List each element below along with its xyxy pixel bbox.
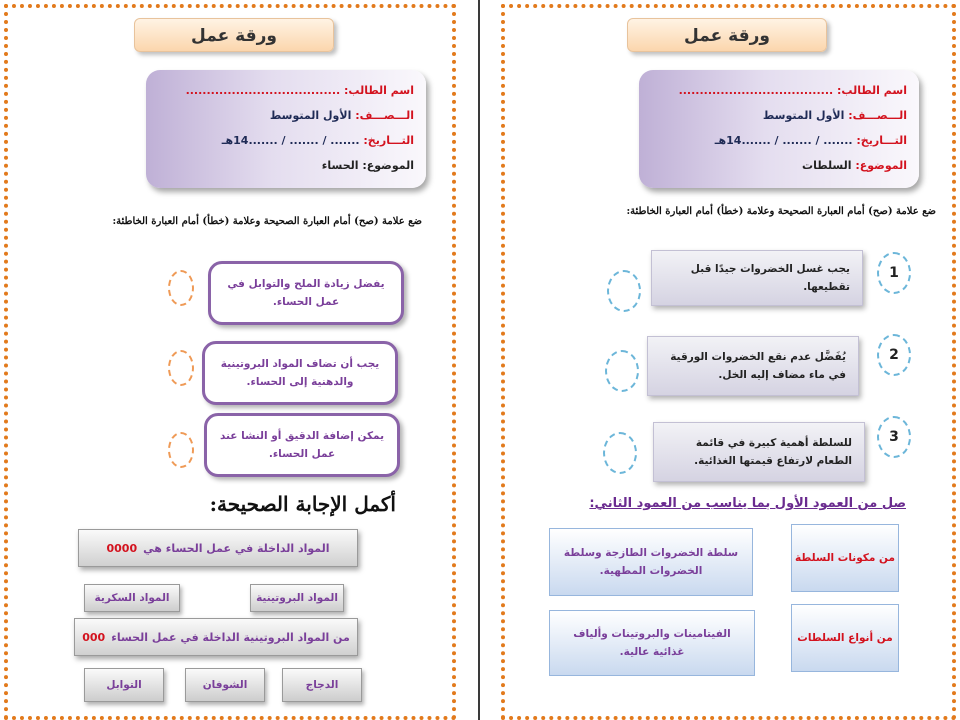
answer-oval[interactable] xyxy=(605,350,639,392)
topic-value: السلطات xyxy=(802,159,852,172)
page-divider xyxy=(478,0,480,720)
topic-row xyxy=(158,153,414,178)
class-label: الـــصـــف: xyxy=(355,109,414,122)
match-item[interactable]: الفيتامينات والبروتينات وألياف غذائية عالية. xyxy=(549,610,755,676)
answer-chip[interactable]: الدجاج xyxy=(282,668,362,702)
banner-text: المواد الداخلة في عمل الحساء هي xyxy=(143,541,330,555)
worksheet-right xyxy=(501,4,956,720)
date-blank[interactable]: ....... / ....... / .......14هـ xyxy=(714,134,853,147)
statement-card: يمكن إضافة الدقيق أو النشا عند عمل الحساء. xyxy=(204,413,400,477)
student-name-row xyxy=(158,78,414,103)
statement-number: 3 xyxy=(877,416,911,458)
student-name-row xyxy=(651,78,907,103)
topic-label: الموضوع: xyxy=(362,159,414,172)
answer-oval[interactable] xyxy=(168,270,194,306)
statement-card: للسلطة أهمية كبيرة في قائمة الطعام لارتفاع قيمتها الغذائية. xyxy=(653,422,865,482)
true-false-instruction: ضع علامة (صح) أمام العبارة الصحيحة وعلامة (خطأ) أمام العبارة الخاطئة: xyxy=(626,206,936,217)
matching-section-heading: صل من العمود الأول بما يناسب من العمود الثاني: xyxy=(589,496,906,511)
complete-banner xyxy=(78,529,358,567)
date-row xyxy=(158,128,414,153)
banner-blank[interactable]: 000 xyxy=(82,630,106,644)
answer-oval[interactable] xyxy=(603,432,637,474)
banner-blank[interactable]: 0000 xyxy=(106,541,138,555)
answer-chip[interactable]: التوابل xyxy=(84,668,164,702)
statement-card: يفضل زيادة الملح والتوابل في عمل الحساء. xyxy=(208,261,404,325)
match-category[interactable]: من أنواع السلطات xyxy=(791,604,899,672)
student-name-blank[interactable]: ..................................... xyxy=(678,84,834,97)
class-value: الأول المتوسط xyxy=(269,109,352,122)
match-item[interactable]: سلطة الخضروات الطازجة وسلطة الخضروات المطهية. xyxy=(549,528,753,596)
match-category[interactable]: من مكونات السلطة xyxy=(791,524,899,592)
student-name-label: اسم الطالب: xyxy=(344,84,414,97)
worksheet-title: ورقة عمل xyxy=(627,18,827,52)
true-false-instruction: ضع علامة (صح) أمام العبارة الصحيحة وعلامة (خطأ) أمام العبارة الخاطئة: xyxy=(112,216,422,227)
student-name-label: اسم الطالب: xyxy=(837,84,907,97)
complete-banner xyxy=(74,618,358,656)
class-label: الـــصـــف: xyxy=(848,109,907,122)
worksheet-title: ورقة عمل xyxy=(134,18,334,52)
student-info-card xyxy=(639,70,919,188)
statement-number: 1 xyxy=(877,252,911,294)
answer-chip[interactable]: المواد البروتينية xyxy=(250,584,344,612)
statement-card: يُفَضَّل عدم نقع الخضروات الورقية في ماء مضاف إليه الخل. xyxy=(647,336,859,396)
banner-text: من المواد البروتينية الداخلة في عمل الحساء xyxy=(111,630,350,644)
answer-chip[interactable]: المواد السكرية xyxy=(84,584,180,612)
complete-section-heading: أكمل الإجابة الصحيحة: xyxy=(209,492,396,516)
date-label: التـــاريخ: xyxy=(856,134,907,147)
statement-card: يجب غسل الخضروات جيدًا قبل تقطيعها. xyxy=(651,250,863,306)
class-row xyxy=(158,103,414,128)
statement-number: 2 xyxy=(877,334,911,376)
date-blank[interactable]: ....... / ....... / .......14هـ xyxy=(221,134,360,147)
class-row xyxy=(651,103,907,128)
topic-value: الحساء xyxy=(321,159,359,172)
date-row xyxy=(651,128,907,153)
date-label: التـــاريخ: xyxy=(363,134,414,147)
topic-label: الموضوع: xyxy=(855,159,907,172)
class-value: الأول المتوسط xyxy=(762,109,845,122)
answer-oval[interactable] xyxy=(168,432,194,468)
answer-oval[interactable] xyxy=(607,270,641,312)
worksheet-left xyxy=(4,4,456,720)
student-info-card xyxy=(146,70,426,188)
student-name-blank[interactable]: ..................................... xyxy=(185,84,341,97)
answer-chip[interactable]: الشوفان xyxy=(185,668,265,702)
statement-card: يجب أن تضاف المواد البروتينية والدهنية إلى الحساء. xyxy=(202,341,398,405)
topic-row xyxy=(651,153,907,178)
answer-oval[interactable] xyxy=(168,350,194,386)
